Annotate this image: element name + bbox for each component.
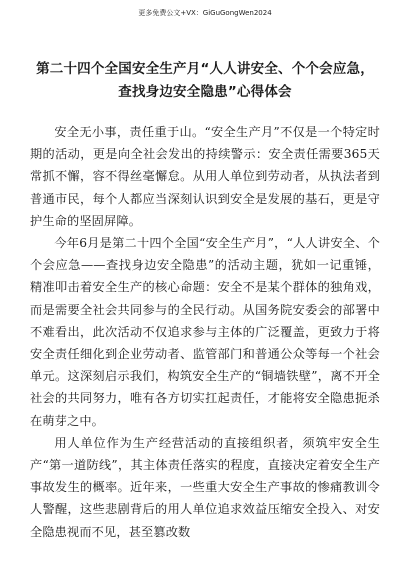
title-line: 第二十四个全国安全生产月“人人讲安全、个个会应急， <box>36 61 374 77</box>
paragraph: 安全无小事，责任重于山。“安全生产月”不仅是一个特定时期的活动，更是向全社会发出的持续警示：安全责任需要365天常抓不懈，容不得丝毫懈怠。从用人单位到劳动者，从执法者到普通市民，每个人都应当深刻认识到安全是发展的基石，更是守护生命的坚固屏障。 <box>30 125 380 228</box>
document-title <box>28 58 382 104</box>
page-header: 更多免费公文+VX：GiGuGongWen2024 <box>138 9 272 17</box>
paragraph: 今年6月是第二十四个全国“安全生产月”，“人人讲安全、个个会应急——查找身边安全隐患”的活动主题，犹如一记重锤，精准叩击着安全生产的核心命题：安全不是某个群体的独角戏，而是需要全社会共同参与的全民行动。从国务院安委会的部署中不难看出，此次活动不仅追求参与主体的广泛覆盖，更致力于将安全责任细化到企业劳动者、监管部门和普通公众等每一个社会单元。这深刻启示我们，构筑安全生产的“铜墙铁壁”，离不开全社会的共同努力，唯有各方切实扛起责任，才能将安全隐患扼杀在萌芽之中。 <box>30 236 380 428</box>
title-line: 查找身边安全隐患”心得体会 <box>118 84 292 100</box>
document-body <box>30 121 380 543</box>
paragraph: 用人单位作为生产经营活动的直接组织者，须筑牢安全生产“第一道防线”，其主体责任落实的程度，直接决定着安全生产事故发生的概率。近年来，一些重大安全生产事故的惨痛教训令人警醒，这些悲剧背后的用人单位追求效益压缩安全投入、对安全隐患视而不见，甚至篡改数 <box>30 435 380 539</box>
